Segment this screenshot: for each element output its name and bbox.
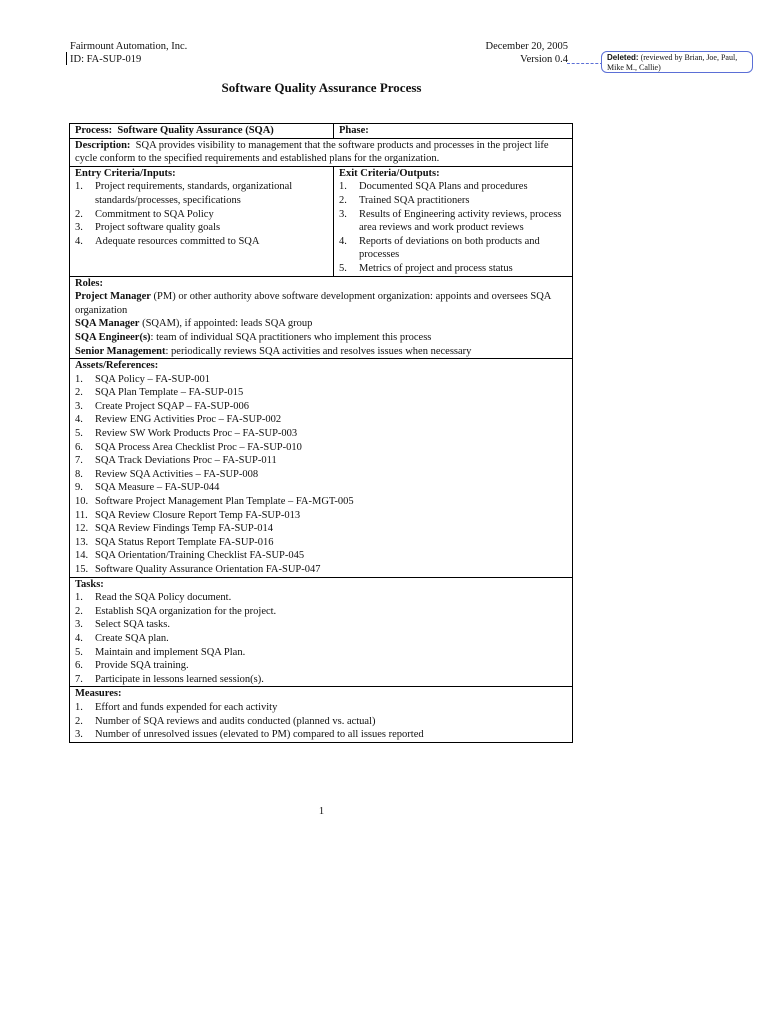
measures-cell	[70, 687, 573, 742]
list-number: 5.	[75, 428, 83, 440]
roles-cell	[70, 276, 573, 359]
list-number: 4.	[339, 235, 347, 247]
list-number: 1.	[75, 181, 83, 193]
list-number: 15.	[75, 564, 89, 575]
assets-cell	[70, 359, 573, 578]
list-number: 9.	[75, 482, 83, 494]
list-item-text: SQA Track Deviations Proc – FA-SUP-011	[95, 455, 277, 467]
document-version: Version 0.4	[520, 54, 568, 65]
list-item-text: Create Project SQAP – FA-SUP-006	[95, 400, 249, 412]
list-item-text: Review SQA Activities – FA-SUP-008	[95, 468, 259, 480]
description-label: Description:	[75, 139, 131, 151]
list-number: 3.	[75, 729, 83, 741]
list-item-text: Results of Engineering activity reviews, process area reviews and work product reviews	[359, 208, 562, 234]
list-item-text: SQA Measure – FA-SUP-044	[95, 482, 220, 494]
exit-criteria-item	[339, 208, 567, 235]
list-number: 1.	[75, 373, 83, 385]
list-item-text: Reports of deviations on both products and processes	[359, 235, 540, 261]
role-description: (PM) or other authority above software development organization: appoints and oversees SQA organization	[75, 291, 551, 316]
list-item-text: Provide SQA training.	[95, 660, 189, 672]
tasks-list	[75, 591, 567, 686]
document-date: December 20, 2005	[485, 41, 568, 52]
criteria-row	[70, 166, 573, 276]
exit-criteria-item	[339, 262, 567, 276]
list-item-text: Establish SQA organization for the project.	[95, 605, 277, 617]
list-item-text: Number of SQA reviews and audits conducted (planned vs. actual)	[95, 715, 376, 727]
entry-criteria-cell	[70, 166, 334, 276]
task-item	[75, 605, 567, 619]
list-number: 7.	[75, 673, 83, 685]
phase-label: Phase:	[339, 125, 369, 136]
asset-item	[75, 427, 567, 441]
list-number: 3.	[339, 208, 347, 220]
list-number: 6.	[75, 660, 83, 672]
list-item-text: SQA Review Findings Temp FA-SUP-014	[95, 523, 273, 535]
list-item-text: Project requirements, standards, organizational standards/processes, specifications	[95, 181, 293, 206]
roles-heading: Roles:	[75, 277, 103, 289]
asset-item	[75, 386, 567, 400]
entry-criteria-list	[75, 180, 328, 248]
list-number: 2.	[75, 387, 83, 399]
process-row	[70, 124, 573, 139]
page-number: 1	[318, 806, 325, 817]
list-number: 3.	[75, 400, 83, 412]
phase-cell	[334, 124, 573, 139]
list-item-text: Software Project Management Plan Template – FA-MGT-005	[95, 496, 354, 508]
description-text: SQA provides visibility to management that the software products and processes in the project life cycle conform to the specified requirements and established plans for the organization.	[75, 139, 549, 165]
measures-row	[70, 687, 573, 742]
change-bar	[66, 52, 67, 65]
assets-heading: Assets/References:	[75, 360, 159, 372]
list-item-text: SQA Policy – FA-SUP-001	[95, 373, 211, 385]
task-item	[75, 659, 567, 673]
role-name: Project Manager	[75, 291, 151, 303]
exit-criteria-item	[339, 180, 567, 194]
list-number: 2.	[75, 208, 83, 220]
tasks-cell	[70, 577, 573, 687]
assets-row	[70, 359, 573, 578]
role-description: : periodically reviews SQA activities and resolves issues when necessary	[165, 345, 472, 357]
measures-heading: Measures:	[75, 688, 122, 700]
company-name: Fairmount Automation, Inc.	[70, 41, 188, 52]
asset-item	[75, 413, 567, 427]
process-value: Software Quality Assurance (SQA)	[117, 125, 274, 136]
task-item	[75, 632, 567, 646]
role-description: (SQAM), if appointed: leads SQA group	[139, 318, 313, 330]
role-name: SQA Manager	[75, 318, 140, 330]
role-name: Senior Management	[75, 345, 166, 357]
role-item	[75, 331, 567, 345]
exit-criteria-item	[339, 235, 567, 262]
list-number: 13.	[75, 536, 89, 548]
tracked-change-balloon[interactable]	[601, 51, 753, 73]
list-item-text: Adequate resources committed to SQA	[95, 235, 260, 247]
asset-item	[75, 536, 567, 550]
exit-criteria-list	[339, 180, 567, 275]
measure-item	[75, 715, 567, 729]
process-table	[69, 123, 573, 743]
asset-item	[75, 563, 567, 577]
description-cell	[70, 138, 573, 166]
list-item-text: Commitment to SQA Policy	[95, 208, 214, 220]
list-item-text: SQA Status Report Template FA-SUP-016	[95, 536, 274, 548]
entry-criteria-heading: Entry Criteria/Inputs:	[75, 167, 176, 179]
deleted-text: (reviewed by Brian, Joe, Paul, Mike M., Callie)	[607, 53, 738, 72]
process-cell	[70, 124, 334, 139]
list-item-text: Effort and funds expended for each activity	[95, 701, 278, 713]
list-item-text: SQA Review Closure Report Temp FA-SUP-013	[95, 509, 301, 521]
list-number: 4.	[75, 414, 83, 426]
list-number: 4.	[75, 235, 83, 247]
role-item	[75, 290, 567, 317]
asset-item	[75, 522, 567, 536]
assets-list	[75, 373, 567, 577]
list-number: 7.	[75, 455, 83, 467]
list-number: 2.	[75, 605, 83, 617]
description-row	[70, 138, 573, 166]
list-item-text: SQA Plan Template – FA-SUP-015	[95, 387, 244, 399]
asset-item	[75, 454, 567, 468]
role-name: SQA Engineer(s)	[75, 331, 151, 343]
list-item-text: Metrics of project and process status	[359, 262, 513, 274]
list-number: 12.	[75, 523, 89, 535]
list-item-text: Documented SQA Plans and procedures	[359, 181, 528, 193]
asset-item	[75, 441, 567, 455]
role-item	[75, 317, 567, 331]
roles-row	[70, 276, 573, 359]
list-number: 5.	[75, 646, 83, 658]
role-item	[75, 345, 567, 359]
list-number: 14.	[75, 550, 89, 562]
list-item-text: SQA Process Area Checklist Proc – FA-SUP-010	[95, 441, 302, 453]
deleted-label: Deleted:	[607, 53, 639, 62]
list-item-text: Trained SQA practitioners	[359, 194, 470, 206]
list-item-text: Software Quality Assurance Orientation FA-SUP-047	[95, 564, 321, 575]
roles-list	[75, 290, 567, 358]
entry-criteria-item	[75, 221, 328, 235]
list-number: 3.	[75, 619, 83, 631]
list-number: 1.	[339, 181, 347, 193]
asset-item	[75, 468, 567, 482]
entry-criteria-item	[75, 180, 328, 207]
list-number: 6.	[75, 441, 83, 453]
measures-list	[75, 701, 567, 742]
entry-criteria-item	[75, 208, 328, 222]
asset-item	[75, 495, 567, 509]
comment-connector	[567, 63, 603, 64]
list-item-text: Maintain and implement SQA Plan.	[95, 646, 246, 658]
list-number: 4.	[75, 632, 83, 644]
list-number: 2.	[339, 194, 347, 206]
page-title: Software Quality Assurance Process	[221, 80, 422, 95]
list-item-text: Select SQA tasks.	[95, 619, 170, 631]
list-item-text: Project software quality goals	[95, 222, 221, 234]
measure-item	[75, 701, 567, 715]
list-number: 1.	[75, 701, 83, 713]
list-number: 3.	[75, 222, 83, 234]
list-number: 5.	[339, 262, 347, 274]
asset-item	[75, 400, 567, 414]
list-item-text: Read the SQA Policy document.	[95, 592, 232, 604]
entry-criteria-item	[75, 235, 328, 249]
task-item	[75, 673, 567, 687]
exit-criteria-heading: Exit Criteria/Outputs:	[339, 167, 440, 179]
list-item-text: Number of unresolved issues (elevated to PM) compared to all issues reported	[95, 729, 424, 741]
list-item-text: Review SW Work Products Proc – FA-SUP-003	[95, 428, 298, 440]
exit-criteria-cell	[334, 166, 573, 276]
task-item	[75, 591, 567, 605]
document-id: ID: FA-SUP-019	[70, 54, 142, 65]
list-item-text: Review ENG Activities Proc – FA-SUP-002	[95, 414, 282, 426]
list-number: 2.	[75, 715, 83, 727]
list-number: 11.	[75, 509, 88, 521]
tasks-row	[70, 577, 573, 687]
asset-item	[75, 373, 567, 387]
process-label: Process:	[75, 125, 113, 136]
list-item-text: Create SQA plan.	[95, 632, 169, 644]
asset-item	[75, 509, 567, 523]
list-number: 8.	[75, 468, 83, 480]
task-item	[75, 618, 567, 632]
exit-criteria-item	[339, 194, 567, 208]
task-item	[75, 646, 567, 660]
list-number: 1.	[75, 592, 83, 604]
list-item-text: SQA Orientation/Training Checklist FA-SUP-045	[95, 550, 305, 562]
role-description: : team of individual SQA practitioners who implement this process	[150, 331, 432, 343]
list-item-text: Participate in lessons learned session(s).	[95, 673, 264, 685]
tasks-heading: Tasks:	[75, 578, 104, 590]
list-number: 10.	[75, 496, 89, 508]
measure-item	[75, 728, 567, 742]
asset-item	[75, 549, 567, 563]
asset-item	[75, 481, 567, 495]
